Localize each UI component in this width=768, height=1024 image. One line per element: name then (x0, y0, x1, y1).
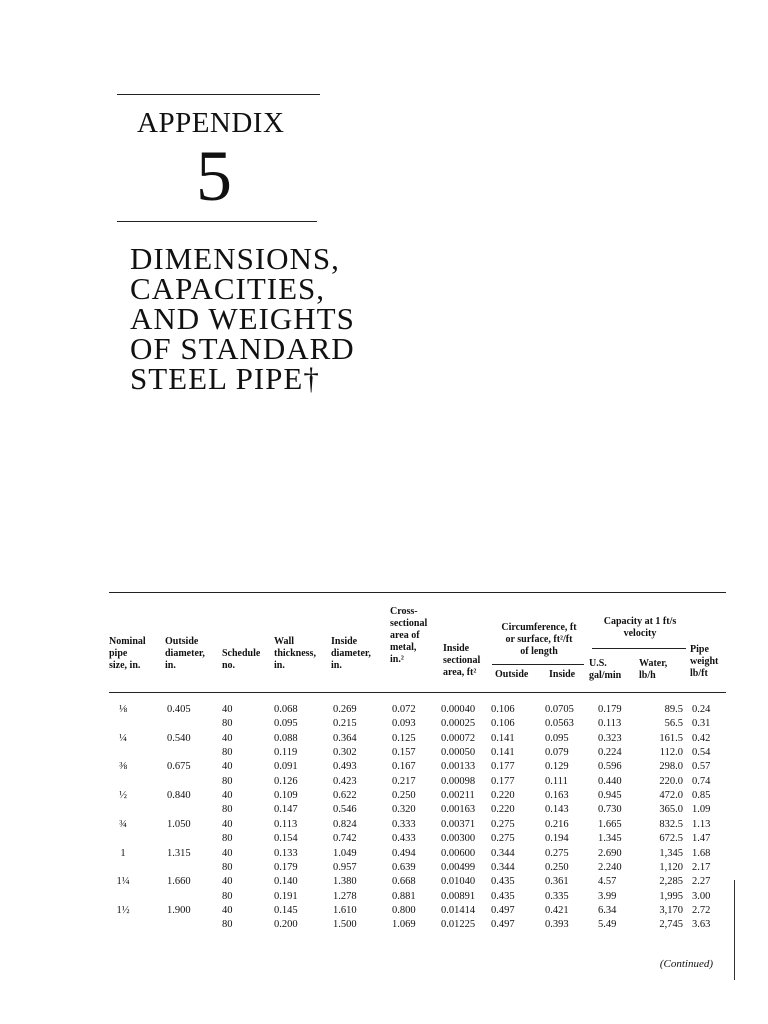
gal-per-min-cell: 0.596 (598, 761, 622, 773)
circumference-outside-cell: 0.106 (491, 718, 515, 730)
inside-diameter-cell: 0.742 (333, 833, 357, 845)
header-water: Water, lb/h (639, 658, 668, 681)
gal-per-min-cell: 0.113 (598, 718, 622, 730)
wall-thickness-cell: 0.140 (274, 876, 298, 888)
circumference-outside-cell: 0.344 (491, 861, 515, 873)
schedule-cell: 80 (222, 861, 233, 873)
metal-area-cell: 0.881 (392, 890, 416, 902)
outside-diameter-cell: 1.050 (167, 818, 191, 830)
circumference-inside-cell: 0.421 (545, 904, 569, 916)
wall-thickness-cell: 0.119 (274, 747, 298, 759)
water-lb-per-h-cell: 161.5 (659, 732, 683, 744)
inside-diameter-cell: 1.380 (333, 876, 357, 888)
title-line: STEEL PIPE† (130, 361, 320, 396)
header-capacity: Capacity at 1 ft/s velocity (603, 616, 677, 639)
metal-area-cell: 0.639 (392, 861, 416, 873)
inside-diameter-cell: 0.622 (333, 790, 357, 802)
nominal-size-cell: 1 (120, 847, 126, 859)
water-lb-per-h-cell: 112.0 (659, 747, 683, 759)
inside-diameter-cell: 0.302 (333, 747, 357, 759)
inside-diameter-cell: 0.824 (333, 818, 357, 830)
schedule-cell: 40 (222, 818, 233, 830)
inside-area-cell: 0.00891 (441, 890, 476, 902)
title-line: OF STANDARD (130, 331, 355, 366)
circumference-inside-cell: 0.111 (545, 775, 568, 787)
header-schedule: Schedule no. (222, 648, 261, 671)
nominal-size-cell: ⅜ (119, 761, 127, 773)
schedule-cell: 40 (222, 904, 233, 916)
circumference-outside-cell: 0.275 (491, 833, 515, 845)
outside-diameter-cell: 0.675 (167, 761, 191, 773)
pipe-weight-cell: 1.13 (692, 818, 711, 830)
header-outside-diameter: Outside diameter, in. (165, 636, 205, 671)
schedule-cell: 40 (222, 704, 233, 715)
wall-thickness-cell: 0.113 (274, 818, 298, 830)
inside-area-cell: 0.00600 (441, 847, 476, 859)
header-circ-inside: Inside (549, 669, 576, 680)
pipe-weight-cell: 0.85 (692, 790, 711, 802)
gal-per-min-cell: 4.57 (598, 876, 617, 888)
metal-area-cell: 1.069 (392, 919, 416, 931)
inside-diameter-cell: 0.546 (333, 804, 357, 816)
title-line: CAPACITIES, (130, 271, 326, 306)
pipe-dimensions-table (109, 592, 726, 980)
inside-diameter-cell: 1.278 (333, 890, 357, 902)
inside-area-cell: 0.00025 (441, 718, 476, 730)
schedule-cell: 80 (222, 890, 233, 902)
circumference-outside-cell: 0.177 (491, 761, 515, 773)
metal-area-cell: 0.250 (392, 790, 416, 802)
schedule-cell: 40 (222, 847, 233, 859)
outside-diameter-cell: 0.405 (167, 704, 191, 715)
circumference-inside-cell: 0.361 (545, 876, 569, 888)
header-us-gal: U.S. gal/min (589, 658, 622, 681)
water-lb-per-h-cell: 56.5 (664, 718, 683, 730)
top-rule (117, 94, 320, 95)
metal-area-cell: 0.093 (392, 718, 416, 730)
water-lb-per-h-cell: 3,170 (659, 904, 683, 916)
inside-area-cell: 0.01225 (441, 919, 476, 931)
gal-per-min-cell: 1.345 (598, 833, 622, 845)
wall-thickness-cell: 0.126 (274, 775, 298, 787)
schedule-cell: 40 (222, 732, 233, 744)
inside-area-cell: 0.01040 (441, 876, 476, 888)
schedule-cell: 40 (222, 790, 233, 802)
wall-thickness-cell: 0.068 (274, 704, 298, 715)
inside-area-cell: 0.00499 (441, 861, 476, 873)
nominal-size-cell: ⅛ (119, 704, 127, 715)
inside-area-cell: 0.00098 (441, 775, 476, 787)
title-line: DIMENSIONS, (130, 241, 340, 276)
header-bottom-rule (109, 692, 726, 693)
page-edge-line (734, 880, 735, 980)
inside-area-cell: 0.00072 (441, 732, 476, 744)
water-lb-per-h-cell: 298.0 (659, 761, 683, 773)
circumference-inside-cell: 0.250 (545, 861, 569, 873)
gal-per-min-cell: 0.224 (598, 747, 622, 759)
inside-diameter-cell: 0.269 (333, 704, 357, 715)
pipe-weight-cell: 0.54 (692, 747, 711, 759)
schedule-cell: 40 (222, 876, 233, 888)
circumference-inside-cell: 0.129 (545, 761, 569, 773)
header-circ-outside: Outside (495, 669, 529, 680)
pipe-weight-cell: 0.57 (692, 761, 711, 773)
water-lb-per-h-cell: 672.5 (659, 833, 683, 845)
circumference-outside-cell: 0.141 (491, 732, 515, 744)
circumference-inside-cell: 0.216 (545, 818, 569, 830)
circumference-inside-cell: 0.143 (545, 804, 569, 816)
metal-area-cell: 0.320 (392, 804, 416, 816)
wall-thickness-cell: 0.145 (274, 904, 298, 916)
capacity-group-rule (592, 648, 686, 649)
gal-per-min-cell: 1.665 (598, 818, 622, 830)
pipe-weight-cell: 1.09 (692, 804, 711, 816)
pipe-weight-cell: 0.24 (692, 704, 711, 715)
schedule-cell: 80 (222, 919, 233, 931)
outside-diameter-cell: 0.840 (167, 790, 191, 802)
inside-diameter-cell: 0.364 (333, 732, 357, 744)
pipe-weight-cell: 2.17 (692, 861, 711, 873)
metal-area-cell: 0.800 (392, 904, 416, 916)
pipe-weight-cell: 3.63 (692, 919, 711, 931)
wall-thickness-cell: 0.154 (274, 833, 298, 845)
schedule-cell: 80 (222, 833, 233, 845)
metal-area-cell: 0.217 (392, 775, 416, 787)
circumference-outside-cell: 0.141 (491, 747, 515, 759)
appendix-number: 5 (196, 136, 232, 216)
water-lb-per-h-cell: 2,285 (659, 876, 683, 888)
gal-per-min-cell: 6.34 (598, 904, 617, 916)
wall-thickness-cell: 0.095 (274, 718, 298, 730)
circumference-outside-cell: 0.435 (491, 890, 515, 902)
inside-diameter-cell: 0.423 (333, 775, 357, 787)
header-cross-sectional-area: Cross- sectional area of metal, in.² (390, 606, 428, 665)
nominal-size-cell: ¼ (119, 732, 127, 744)
schedule-cell: 40 (222, 761, 233, 773)
circumference-inside-cell: 0.275 (545, 847, 569, 859)
metal-area-cell: 0.333 (392, 818, 416, 830)
pipe-weight-cell: 2.72 (692, 904, 711, 916)
circumference-inside-cell: 0.0705 (545, 704, 574, 715)
inside-area-cell: 0.01414 (441, 904, 476, 916)
continued-note: (Continued) (659, 958, 713, 970)
circumference-inside-cell: 0.393 (545, 919, 569, 931)
nominal-size-cell: 1¼ (116, 876, 130, 888)
circumference-group-rule (492, 664, 584, 665)
circumference-outside-cell: 0.220 (491, 790, 515, 802)
section-title (130, 241, 355, 396)
title-line: AND WEIGHTS (130, 301, 355, 336)
outside-diameter-cell: 1.900 (167, 904, 191, 916)
water-lb-per-h-cell: 1,995 (659, 890, 683, 902)
circumference-outside-cell: 0.106 (491, 704, 515, 715)
circumference-inside-cell: 0.095 (545, 732, 569, 744)
inside-area-cell: 0.00371 (441, 818, 476, 830)
water-lb-per-h-cell: 220.0 (659, 775, 683, 787)
wall-thickness-cell: 0.133 (274, 847, 298, 859)
wall-thickness-cell: 0.179 (274, 861, 298, 873)
circumference-outside-cell: 0.220 (491, 804, 515, 816)
schedule-cell: 80 (222, 718, 233, 730)
inside-diameter-cell: 0.493 (333, 761, 357, 773)
header-pipe-weight: Pipe weight lb/ft (690, 644, 719, 679)
water-lb-per-h-cell: 1,345 (659, 847, 683, 859)
inside-diameter-cell: 1.610 (333, 904, 357, 916)
circumference-outside-cell: 0.435 (491, 876, 515, 888)
nominal-size-cell: 1½ (116, 904, 130, 916)
circumference-inside-cell: 0.194 (545, 833, 569, 845)
pipe-weight-cell: 0.31 (692, 718, 711, 730)
inside-area-cell: 0.00300 (441, 833, 476, 845)
wall-thickness-cell: 0.200 (274, 919, 298, 931)
schedule-cell: 80 (222, 747, 233, 759)
inside-area-cell: 0.00050 (441, 747, 476, 759)
inside-area-cell: 0.00040 (441, 704, 476, 715)
circumference-outside-cell: 0.497 (491, 919, 515, 931)
metal-area-cell: 0.125 (392, 732, 416, 744)
pipe-weight-cell: 1.47 (692, 833, 711, 845)
gal-per-min-cell: 0.440 (598, 775, 622, 787)
outside-diameter-cell: 0.540 (167, 732, 191, 744)
metal-area-cell: 0.167 (392, 761, 416, 773)
circumference-outside-cell: 0.177 (491, 775, 515, 787)
header-circumference: Circumference, ft or surface, ft²/ft of length (501, 622, 577, 657)
wall-thickness-cell: 0.088 (274, 732, 298, 744)
circumference-outside-cell: 0.344 (491, 847, 515, 859)
water-lb-per-h-cell: 365.0 (659, 804, 683, 816)
circumference-inside-cell: 0.079 (545, 747, 569, 759)
gal-per-min-cell: 2.240 (598, 861, 622, 873)
pipe-weight-cell: 0.74 (692, 775, 711, 787)
metal-area-cell: 0.072 (392, 704, 416, 715)
metal-area-cell: 0.494 (392, 847, 416, 859)
header-inside-sectional-area: Inside sectional area, ft² (443, 643, 481, 678)
circumference-inside-cell: 0.163 (545, 790, 569, 802)
divider-rule (117, 221, 317, 222)
gal-per-min-cell: 5.49 (598, 919, 617, 931)
inside-diameter-cell: 1.049 (333, 847, 357, 859)
wall-thickness-cell: 0.109 (274, 790, 298, 802)
water-lb-per-h-cell: 1,120 (659, 861, 683, 873)
gal-per-min-cell: 2.690 (598, 847, 622, 859)
wall-thickness-cell: 0.191 (274, 890, 298, 902)
gal-per-min-cell: 0.323 (598, 732, 622, 744)
water-lb-per-h-cell: 832.5 (659, 818, 683, 830)
gal-per-min-cell: 0.179 (598, 704, 622, 715)
circumference-outside-cell: 0.275 (491, 818, 515, 830)
inside-diameter-cell: 1.500 (333, 919, 357, 931)
water-lb-per-h-cell: 2,745 (659, 919, 683, 931)
header-inside-diameter: Inside diameter, in. (331, 636, 371, 671)
nominal-size-cell: ½ (119, 790, 127, 802)
inside-area-cell: 0.00211 (441, 790, 475, 802)
header-nominal-size: Nominal pipe size, in. (109, 636, 146, 671)
inside-diameter-cell: 0.215 (333, 718, 357, 730)
outside-diameter-cell: 1.315 (167, 847, 191, 859)
wall-thickness-cell: 0.091 (274, 761, 298, 773)
inside-diameter-cell: 0.957 (333, 861, 357, 873)
pipe-weight-cell: 1.68 (692, 847, 711, 859)
water-lb-per-h-cell: 89.5 (664, 704, 683, 715)
circumference-inside-cell: 0.0563 (545, 718, 574, 730)
pipe-weight-cell: 2.27 (692, 876, 711, 888)
gal-per-min-cell: 0.730 (598, 804, 622, 816)
nominal-size-cell: ¾ (119, 818, 127, 830)
pipe-weight-cell: 3.00 (692, 890, 711, 902)
metal-area-cell: 0.668 (392, 876, 416, 888)
gal-per-min-cell: 3.99 (598, 890, 617, 902)
metal-area-cell: 0.157 (392, 747, 416, 759)
pipe-weight-cell: 0.42 (692, 732, 711, 744)
inside-area-cell: 0.00163 (441, 804, 476, 816)
metal-area-cell: 0.433 (392, 833, 416, 845)
appendix-label: APPENDIX (137, 107, 285, 139)
wall-thickness-cell: 0.147 (274, 804, 298, 816)
schedule-cell: 80 (222, 804, 233, 816)
water-lb-per-h-cell: 472.0 (659, 790, 683, 802)
inside-area-cell: 0.00133 (441, 761, 476, 773)
header-wall-thickness: Wall thickness, in. (274, 636, 316, 671)
circumference-outside-cell: 0.497 (491, 904, 515, 916)
circumference-inside-cell: 0.335 (545, 890, 569, 902)
table-top-rule (109, 592, 726, 593)
schedule-cell: 80 (222, 775, 233, 787)
gal-per-min-cell: 0.945 (598, 790, 622, 802)
outside-diameter-cell: 1.660 (167, 876, 191, 888)
